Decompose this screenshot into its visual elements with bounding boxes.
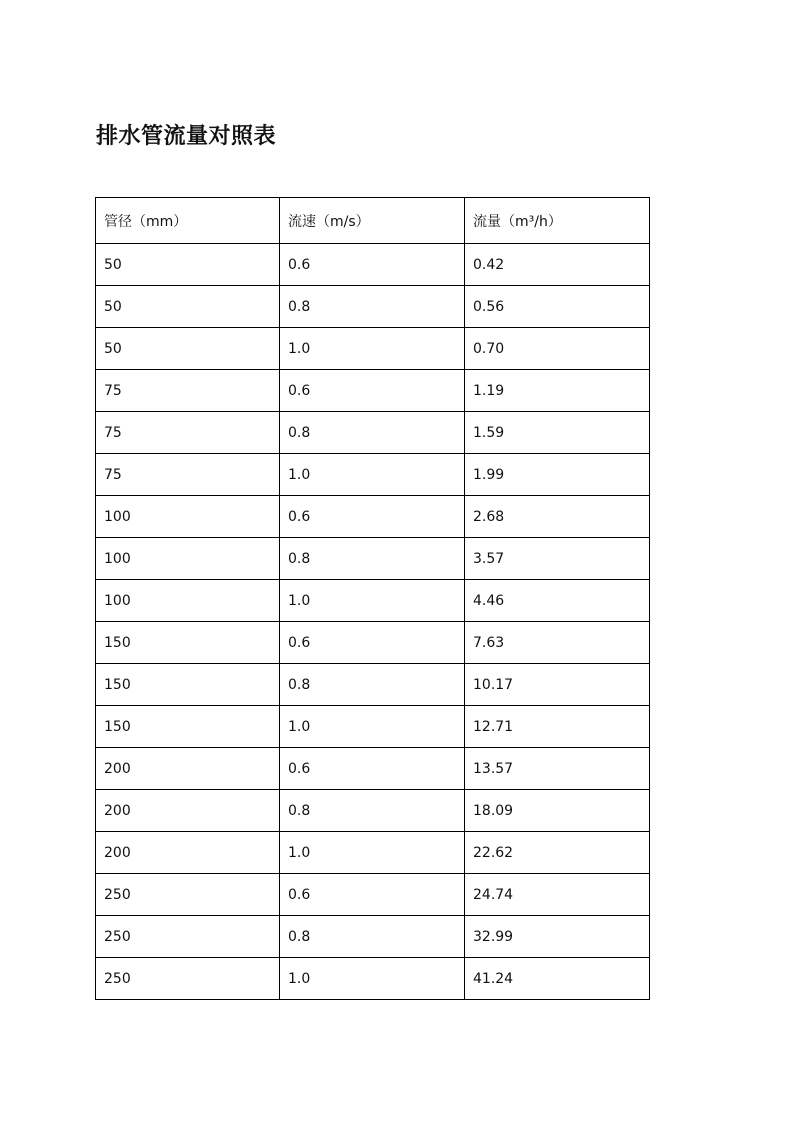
- table-row: [96, 328, 650, 370]
- table-row: [96, 580, 650, 622]
- table-row: [96, 538, 650, 580]
- cell-flow-velocity: 1.0: [280, 832, 465, 874]
- table-row: [96, 916, 650, 958]
- table-row: [96, 706, 650, 748]
- cell-pipe-diameter: 100: [96, 538, 280, 580]
- cell-pipe-diameter: 200: [96, 790, 280, 832]
- cell-pipe-diameter: 75: [96, 370, 280, 412]
- cell-flow-rate: 18.09: [465, 790, 650, 832]
- table-row: [96, 958, 650, 1000]
- table-row: [96, 454, 650, 496]
- cell-flow-velocity: 0.8: [280, 538, 465, 580]
- cell-pipe-diameter: 100: [96, 580, 280, 622]
- cell-flow-velocity: 0.8: [280, 286, 465, 328]
- page-title: 排水管流量对照表: [96, 124, 277, 149]
- cell-flow-rate: 0.42: [465, 244, 650, 286]
- table-row: [96, 286, 650, 328]
- cell-flow-rate: 12.71: [465, 706, 650, 748]
- cell-pipe-diameter: 250: [96, 958, 280, 1000]
- cell-flow-rate: 7.63: [465, 622, 650, 664]
- cell-flow-velocity: 0.8: [280, 790, 465, 832]
- cell-flow-rate: 1.19: [465, 370, 650, 412]
- cell-flow-rate: 0.70: [465, 328, 650, 370]
- cell-flow-rate: 1.99: [465, 454, 650, 496]
- table-row: [96, 664, 650, 706]
- cell-flow-velocity: 0.6: [280, 496, 465, 538]
- table-row: [96, 748, 650, 790]
- cell-flow-rate: 4.46: [465, 580, 650, 622]
- cell-flow-velocity: 1.0: [280, 958, 465, 1000]
- cell-flow-rate: 10.17: [465, 664, 650, 706]
- cell-flow-velocity: 0.6: [280, 748, 465, 790]
- cell-pipe-diameter: 75: [96, 412, 280, 454]
- header-pipe-diameter: 管径（mm）: [96, 198, 280, 244]
- table-row: [96, 622, 650, 664]
- header-flow-rate: 流量（m³/h）: [465, 198, 650, 244]
- table-row: [96, 832, 650, 874]
- cell-flow-velocity: 0.6: [280, 622, 465, 664]
- flow-table: [95, 197, 650, 1000]
- cell-pipe-diameter: 50: [96, 244, 280, 286]
- cell-pipe-diameter: 50: [96, 286, 280, 328]
- cell-pipe-diameter: 150: [96, 664, 280, 706]
- cell-pipe-diameter: 100: [96, 496, 280, 538]
- table-row: [96, 496, 650, 538]
- cell-pipe-diameter: 75: [96, 454, 280, 496]
- cell-flow-velocity: 1.0: [280, 706, 465, 748]
- cell-flow-velocity: 1.0: [280, 328, 465, 370]
- cell-flow-velocity: 1.0: [280, 580, 465, 622]
- cell-flow-rate: 3.57: [465, 538, 650, 580]
- table-header-row: [96, 198, 650, 244]
- cell-flow-velocity: 0.6: [280, 244, 465, 286]
- cell-flow-velocity: 0.8: [280, 916, 465, 958]
- cell-pipe-diameter: 200: [96, 748, 280, 790]
- table-row: [96, 790, 650, 832]
- cell-flow-rate: 2.68: [465, 496, 650, 538]
- cell-flow-rate: 13.57: [465, 748, 650, 790]
- cell-flow-rate: 24.74: [465, 874, 650, 916]
- cell-flow-velocity: 1.0: [280, 454, 465, 496]
- cell-pipe-diameter: 200: [96, 832, 280, 874]
- table-row: [96, 412, 650, 454]
- cell-pipe-diameter: 150: [96, 622, 280, 664]
- cell-flow-rate: 22.62: [465, 832, 650, 874]
- cell-flow-velocity: 0.6: [280, 370, 465, 412]
- cell-pipe-diameter: 250: [96, 916, 280, 958]
- cell-flow-rate: 32.99: [465, 916, 650, 958]
- table-row: [96, 874, 650, 916]
- cell-pipe-diameter: 250: [96, 874, 280, 916]
- cell-flow-rate: 1.59: [465, 412, 650, 454]
- cell-flow-velocity: 0.8: [280, 664, 465, 706]
- cell-flow-rate: 41.24: [465, 958, 650, 1000]
- cell-flow-rate: 0.56: [465, 286, 650, 328]
- cell-flow-velocity: 0.8: [280, 412, 465, 454]
- table-row: [96, 244, 650, 286]
- header-flow-velocity: 流速（m/s）: [280, 198, 465, 244]
- cell-pipe-diameter: 50: [96, 328, 280, 370]
- cell-flow-velocity: 0.6: [280, 874, 465, 916]
- cell-pipe-diameter: 150: [96, 706, 280, 748]
- table-body: [96, 244, 650, 1000]
- table-row: [96, 370, 650, 412]
